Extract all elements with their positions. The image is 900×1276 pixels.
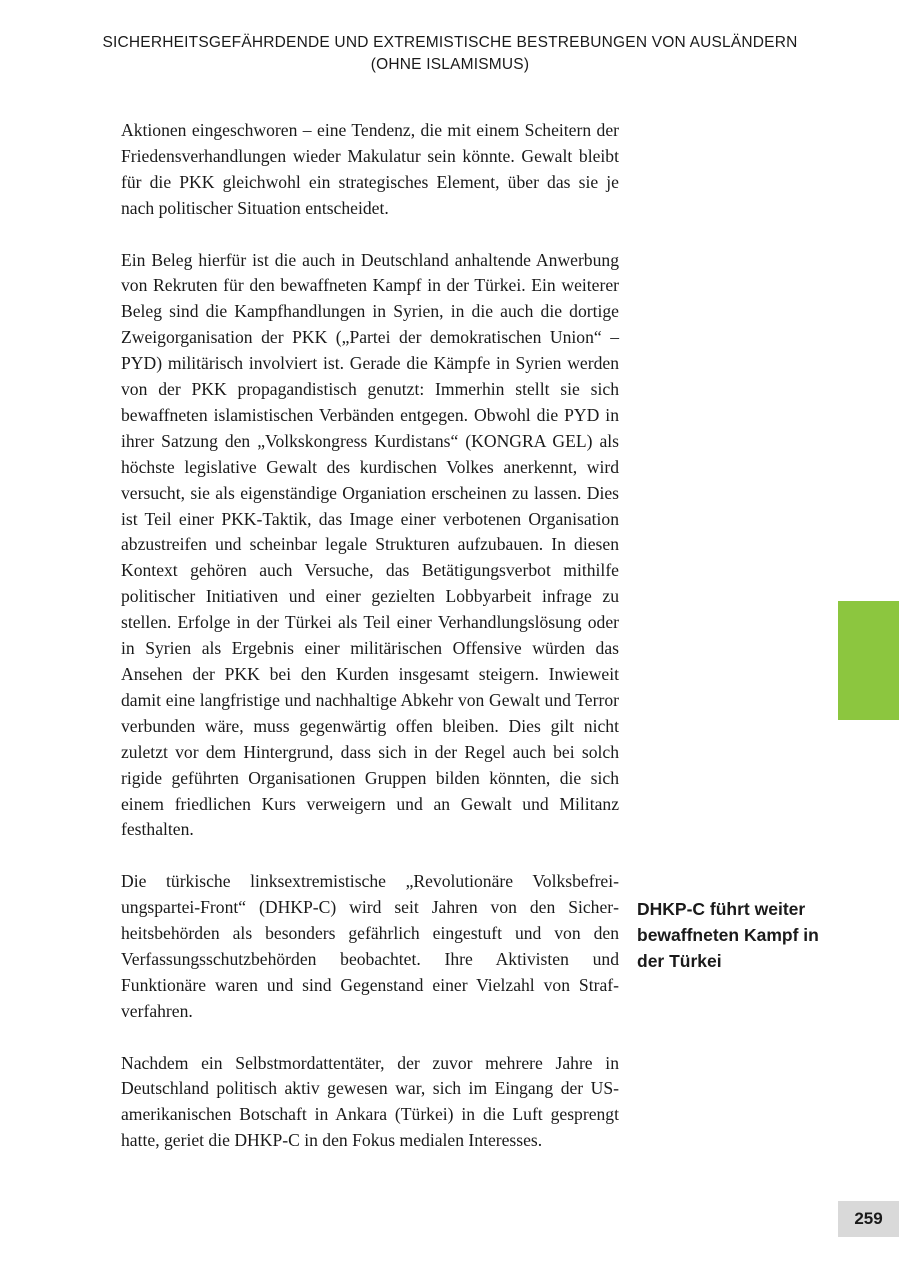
margin-heading: DHKP-C führt weiter bewaffneten Kampf in der Türkei xyxy=(637,899,819,971)
page-number: 259 xyxy=(854,1209,883,1228)
chapter-tab-marker xyxy=(838,601,899,720)
running-header-line-2: (OHNE ISLAMISMUS) xyxy=(370,56,530,73)
page-number-box xyxy=(838,1201,899,1237)
paragraph: Nachdem ein Selbstmordattentäter, der zuvor mehrere Jahre in Deutschland politisch aktiv gewesen war, sich im Eingang der US-amerikanischen Botschaft in Ankara (Türkei) in die Luft gesprengt hatte, geriet die DHKP-C in den Fokus medialen Interesses. xyxy=(121,1052,619,1151)
running-header-line-1: SICHERHEITSGEFÄHRDENDE UND EXTREMISTISCHE BESTREBUNGEN VON AUSLÄNDERN xyxy=(102,34,798,51)
paragraph: Die türkische linksextremistische „Revolutionäre Volksbefreiungspartei-Front“ (DHKP-C) wird seit Jahren von den Sicherheitsbehörden als besonders gefährlich eingestuft und von den Verfassungsschutzbehörden beobachtet. Ihre Aktivisten und Funktionäre waren und sind Gegenstand einer Vielzahl von Strafverfahren. xyxy=(121,871,619,1021)
body-text xyxy=(121,118,619,1180)
paragraph: Aktionen eingeschworen – eine Tendenz, die mit einem Scheitern der Friedensverhandlungen wieder Makulatur sein könnte. Gewalt bleibt für die PKK gleichwohl ein strategisches Element, über das sie je nach politischer Situation entscheidet. xyxy=(121,120,619,218)
paragraph: Ein Beleg hierfür ist die auch in Deutschland anhaltende Anwerbung von Rekruten für den bewaffneten Kampf in der Türkei. Ein weiterer Beleg sind die Kampfhandlungen in Syrien, in die auch die dortige Zweigorganisation der PKK („Partei der demokratischen Union“ – PYD) militärisch involviert ist. Gerade die Kämpfe in Syrien werden von der PKK propagandistisch genutzt: Immerhin stellt sie sich bewaffneten islamistischen Verbänden entgegen. Obwohl die PYD in ihrer Satzung den „Volkskongress Kurdistans“ (KONGRA GEL) als höchste legislative Gewalt des kurdischen Volkes anerkennt, wird versucht, sie als eigenständige Organiation erscheinen zu lassen. Dies ist Teil einer PKK-Taktik, das Image einer verbotenen Organisation abzustreifen und scheinbar legale Strukturen aufzubauen. In diesen Kontext gehören auch Versuche, das Betätigungsverbot mithilfe politischer Initiativen und einer gezielten Lobbyarbeit infrage zu stellen. Erfolge in der Türkei als Teil einer Verhandlungslösung oder in Syrien als Ergebnis einer militärischen Offensive würden das Ansehen der PKK bei den Kurden insgesamt steigern. Inwieweit damit eine langfristige und nachhaltige Abkehr von Gewalt und Terror verbunden wäre, muss gegenwärtig offen bleiben. Dies gilt nicht zuletzt vor dem Hintergrund, dass sich in der Regel auch bei solch rigide geführten Organisationen Gruppen bilden könnten, die sich einem friedlichen Kurs verweigern und an Gewalt und Militanz festhalten. xyxy=(121,249,619,840)
running-header xyxy=(60,32,840,76)
